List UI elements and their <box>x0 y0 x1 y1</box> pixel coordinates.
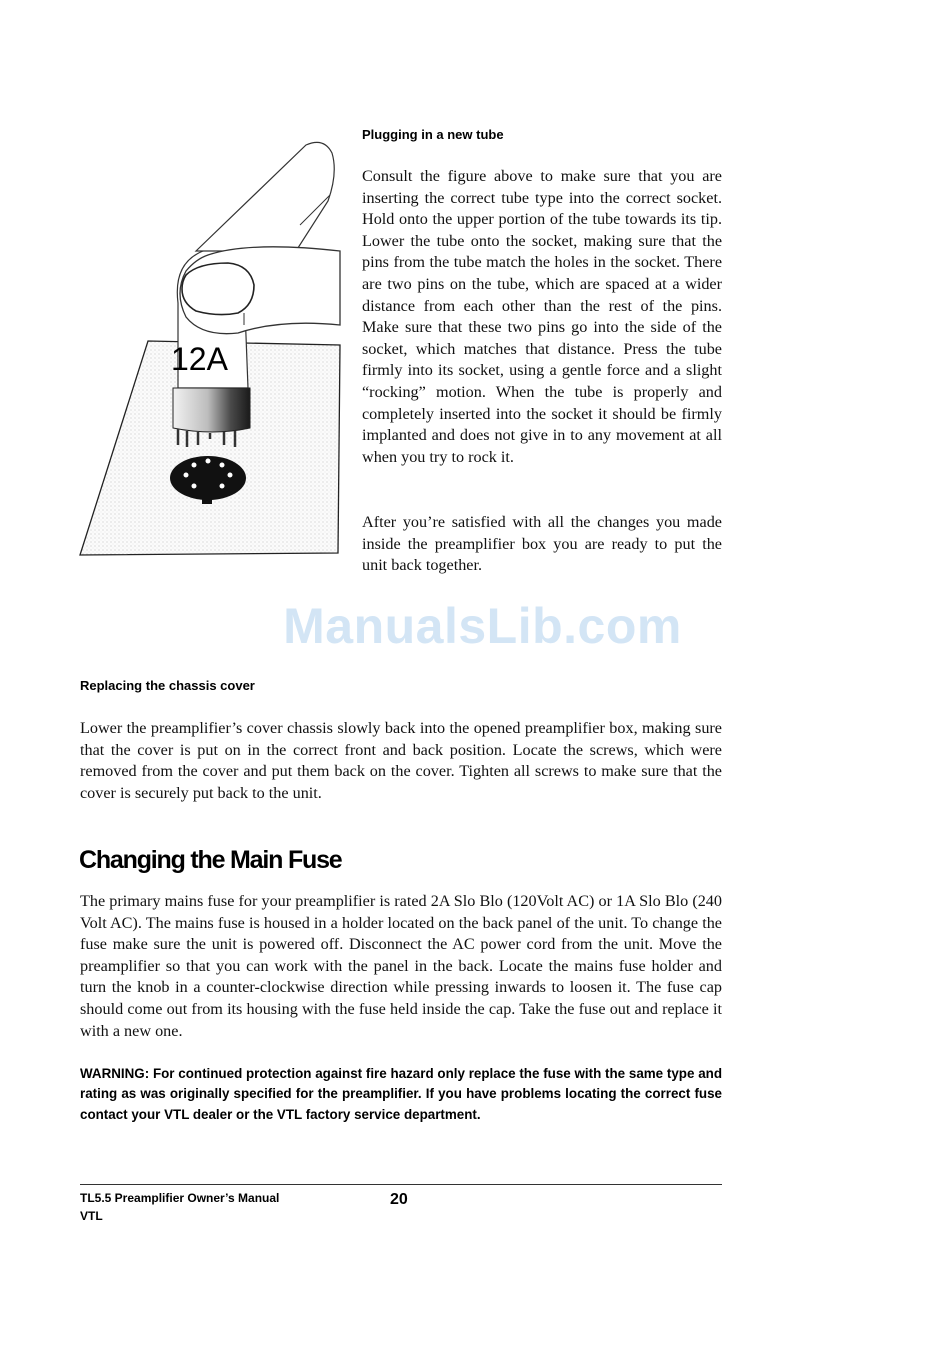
footer-manual-title: TL5.5 Preamplifier Owner’s Manual <box>80 1191 280 1205</box>
fuse-instructions-paragraph: The primary mains fuse for your preamplifier is rated 2A Slo Blo (120Volt AC) or 1A Slo Blo (240 Volt AC). The mains fuse is housed in a holder located on the back panel of the unit. To change the fuse make sure the unit is powered off. Disconnect the AC power cord from the unit. Move the preamplifier so that you can work with the panel in the back. Locate the mains fuse holder and turn the knob in a counter-clockwise direction while pressing inwards to loosen it. The fuse cap should come out from its housing with the fuse held inside the cap. Take the fuse out and replace it with a new one. <box>80 892 722 1040</box>
thumb <box>182 263 254 315</box>
footer-divider <box>80 1184 722 1185</box>
section-heading-main-fuse: Changing the Main Fuse <box>79 846 342 874</box>
subheading-replacing-chassis-cover: Replacing the chassis cover <box>80 678 255 693</box>
chassis-cover-paragraph: Lower the preamplifier’s cover chassis slowly back into the opened preamplifier box, making sure that the cover is put on in the correct front and back position. Locate the screws, which were removed from the cover and put them back on the cover. Tighten all screws to make sure that the cover is securely put back to the unit. <box>80 719 722 802</box>
forearm <box>196 142 334 251</box>
watermark: ManualsLib.com <box>283 598 682 654</box>
tube-base <box>173 388 250 432</box>
page-number: 20 <box>390 1191 408 1208</box>
reassembly-intro-paragraph: After you’re satisfied with all the changes you made inside the preamplifier box you are ready to put the unit back together. <box>362 513 722 575</box>
fuse-warning: WARNING: For continued protection against fire hazard only replace the fuse with the same type and rating as was originally specified for the preamplifier. If you have problems locating the correct fuse contact your VTL dealer or the VTL factory service department. <box>80 1066 722 1122</box>
tube-type-label: 12A <box>171 341 228 377</box>
plugging-instructions-paragraph: Consult the figure above to make sure that you are inserting the correct tube type into the correct socket. Hold onto the upper portion of the tube towards its tip. Lower the tube onto the socket, making sure that the pins from the tube match the holes in the socket. There are two pins on the tube, which are spaced at a wider distance from each other than the rest of the pins. Make sure that these two pins go into the side of the socket, which matches that distance. Press the tube firmly into its socket, using a gentle force and a slight “rocking” motion. When the tube is properly and completely inserted into the socket it should be firmly implanted and does not give in to any movement at all when you try to rock it. <box>362 167 722 466</box>
subheading-plugging-in-tube: Plugging in a new tube <box>362 127 504 142</box>
footer-brand: VTL <box>80 1209 103 1223</box>
tube-insertion-figure <box>78 133 342 558</box>
